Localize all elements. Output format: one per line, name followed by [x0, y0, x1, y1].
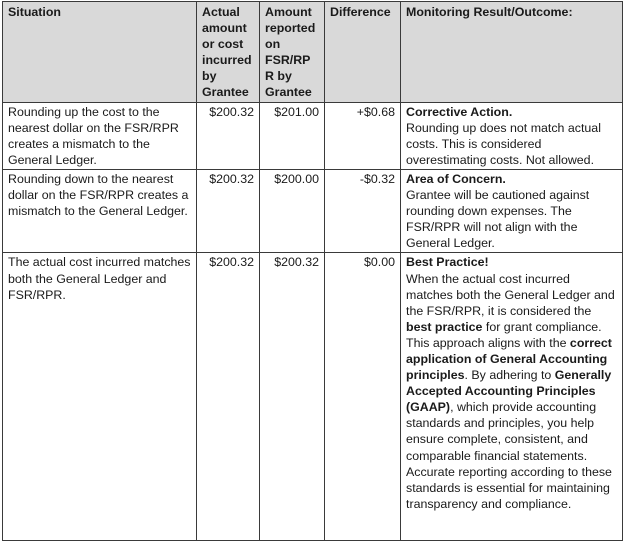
- reported-amount-cell: $201.00: [260, 102, 325, 169]
- situation-cell: Rounding up the cost to the nearest dollar on the FSR/RPR creates a mismatch to the General Ledger.: [3, 102, 197, 169]
- header-situation: Situation: [3, 2, 197, 103]
- outcome-body: [406, 121, 601, 167]
- reported-amount-cell: $200.00: [260, 169, 325, 252]
- difference-cell: -$0.32: [325, 169, 401, 252]
- outcome-text: . By adhering to: [464, 368, 555, 383]
- outcome-text: Grantee will be cautioned against rounding down expenses. The FSR/RPR will not align with the General Ledger.: [406, 188, 590, 251]
- outcome-body: [406, 272, 615, 511]
- outcome-cell: [401, 253, 623, 541]
- outcome-body: [406, 188, 589, 250]
- header-reported-amount: Amount reported on FSR/RPR by Grantee: [260, 2, 325, 103]
- outcome-text: When the actual cost incurred matches both the General Ledger and the FSR/RPR, it is considered the: [406, 271, 615, 318]
- actual-amount-cell: $200.32: [197, 169, 260, 252]
- header-actual-amount: Actual amount or cost incurred by Grantee: [197, 2, 260, 103]
- difference-cell: $0.00: [325, 253, 401, 541]
- monitoring-results-table: [2, 1, 623, 541]
- outcome-cell: [401, 102, 623, 169]
- header-monitoring-result: Monitoring Result/Outcome:: [401, 2, 623, 103]
- actual-amount-cell: $200.32: [197, 253, 260, 541]
- table-row: [3, 102, 623, 169]
- outcome-title: Corrective Action.: [406, 104, 513, 119]
- header-difference: Difference: [325, 2, 401, 103]
- outcome-title: Best Practice!: [406, 255, 489, 270]
- outcome-text: for grant compliance. This approach aligns with the: [406, 319, 602, 350]
- reported-amount-cell: $200.32: [260, 253, 325, 541]
- table-row: [3, 169, 623, 252]
- actual-amount-cell: $200.32: [197, 102, 260, 169]
- situation-cell: The actual cost incurred matches both the General Ledger and FSR/RPR.: [3, 253, 197, 541]
- outcome-emphasis: best practice: [406, 319, 483, 334]
- situation-cell: Rounding down to the nearest dollar on the FSR/RPR creates a mismatch to the General Ledger.: [3, 169, 197, 252]
- outcome-title: Area of Concern.: [406, 171, 506, 186]
- outcome-emphasis: Generally Accepted Accounting Principles (GAAP): [406, 368, 612, 415]
- table-row: [3, 253, 623, 541]
- difference-cell: +$0.68: [325, 102, 401, 169]
- outcome-cell: [401, 169, 623, 252]
- outcome-text: Rounding up does not match actual costs. This is considered overestimating costs. Not allowed.: [406, 120, 601, 167]
- outcome-emphasis: correct application of General Accounting principles: [406, 335, 612, 383]
- outcome-text: , which provide accounting standards and principles, you help ensure complete, consistent, and comparable financial statements. Accurate reporting according to these standards is essential for maintaining transparency and compliance.: [406, 400, 612, 511]
- header-row: [3, 2, 623, 103]
